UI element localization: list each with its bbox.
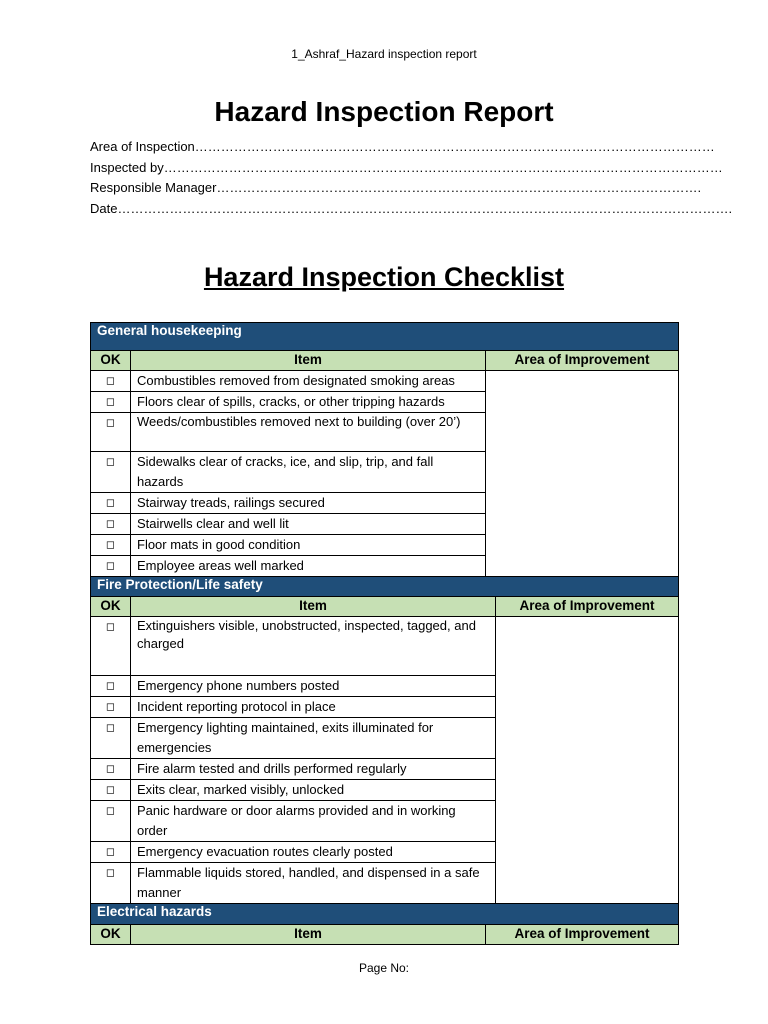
checkbox[interactable]: ◻ — [91, 718, 131, 759]
col-item: Item — [131, 597, 496, 617]
field-inspected-by: Inspected by………………………………………………………………………………………………………………… — [90, 159, 723, 175]
field-responsible-manager: Responsible Manager…………………………………………………………………………………………………. — [90, 180, 702, 195]
section-title: Fire Protection/Life safety — [91, 577, 679, 597]
report-title: Hazard Inspection Report — [214, 96, 554, 127]
col-area-of-improvement: Area of Improvement — [486, 351, 679, 371]
hazard-checklist — [90, 322, 678, 945]
item-text: Emergency evacuation routes clearly posted — [131, 842, 496, 863]
item-text: Incident reporting protocol in place — [131, 697, 496, 718]
checkbox[interactable]: ◻ — [91, 535, 131, 556]
item-text: Emergency lighting maintained, exits illuminated for emergencies — [131, 718, 496, 759]
item-text: Weeds/combustibles removed next to building (over 20’) — [131, 413, 486, 452]
item-text: Employee areas well marked — [131, 556, 486, 577]
checkbox[interactable]: ◻ — [91, 842, 131, 863]
checkbox[interactable]: ◻ — [91, 780, 131, 801]
col-ok: OK — [91, 925, 131, 945]
table-row — [91, 617, 679, 676]
section-title: Electrical hazards — [91, 904, 679, 925]
checkbox[interactable]: ◻ — [91, 392, 131, 413]
checkbox[interactable]: ◻ — [91, 676, 131, 697]
report-fields — [90, 137, 733, 219]
document-header: 1_Ashraf_Hazard inspection report — [291, 47, 477, 61]
checkbox[interactable]: ◻ — [91, 759, 131, 780]
section-electrical-hazards — [90, 903, 679, 945]
item-text: Combustibles removed from designated smoking areas — [131, 371, 486, 392]
area-of-improvement-cell[interactable] — [486, 371, 679, 577]
item-text: Floors clear of spills, cracks, or other tripping hazards — [131, 392, 486, 413]
item-text: Fire alarm tested and drills performed regularly — [131, 759, 496, 780]
checkbox[interactable]: ◻ — [91, 863, 131, 904]
col-area-of-improvement: Area of Improvement — [496, 597, 679, 617]
section-general-housekeeping — [90, 322, 679, 577]
checkbox[interactable]: ◻ — [91, 556, 131, 577]
table-row — [91, 371, 679, 392]
checkbox[interactable]: ◻ — [91, 493, 131, 514]
col-ok: OK — [91, 597, 131, 617]
checkbox[interactable]: ◻ — [91, 801, 131, 842]
checkbox[interactable]: ◻ — [91, 452, 131, 493]
item-text: Floor mats in good condition — [131, 535, 486, 556]
field-date: Date……………………………………………………………………………………………………………………………. — [90, 200, 733, 216]
area-of-improvement-cell[interactable] — [496, 617, 679, 904]
col-area-of-improvement: Area of Improvement — [486, 925, 679, 945]
item-text: Sidewalks clear of cracks, ice, and slip, trip, and fall hazards — [131, 452, 486, 493]
item-text: Stairwells clear and well lit — [131, 514, 486, 535]
checklist-title: Hazard Inspection Checklist — [203, 262, 565, 292]
checkbox[interactable]: ◻ — [91, 697, 131, 718]
section-fire-protection — [90, 576, 679, 904]
checkbox[interactable]: ◻ — [91, 617, 131, 676]
item-text: Stairway treads, railings secured — [131, 493, 486, 514]
item-text: Panic hardware or door alarms provided and in working order — [131, 801, 496, 842]
item-text: Emergency phone numbers posted — [131, 676, 496, 697]
item-text: Flammable liquids stored, handled, and dispensed in a safe manner — [131, 863, 496, 904]
col-item: Item — [131, 925, 486, 945]
checkbox[interactable]: ◻ — [91, 371, 131, 392]
field-area-of-inspection: Area of Inspection………………………………………………………………………………………………………… — [90, 139, 715, 154]
checkbox[interactable]: ◻ — [91, 514, 131, 535]
col-item: Item — [131, 351, 486, 371]
col-ok: OK — [91, 351, 131, 371]
item-text: Extinguishers visible, unobstructed, inspected, tagged, and charged — [131, 617, 496, 676]
checkbox[interactable]: ◻ — [91, 413, 131, 452]
section-title: General housekeeping — [91, 323, 679, 351]
item-text: Exits clear, marked visibly, unlocked — [131, 780, 496, 801]
page-number-label: Page No: — [358, 961, 410, 975]
